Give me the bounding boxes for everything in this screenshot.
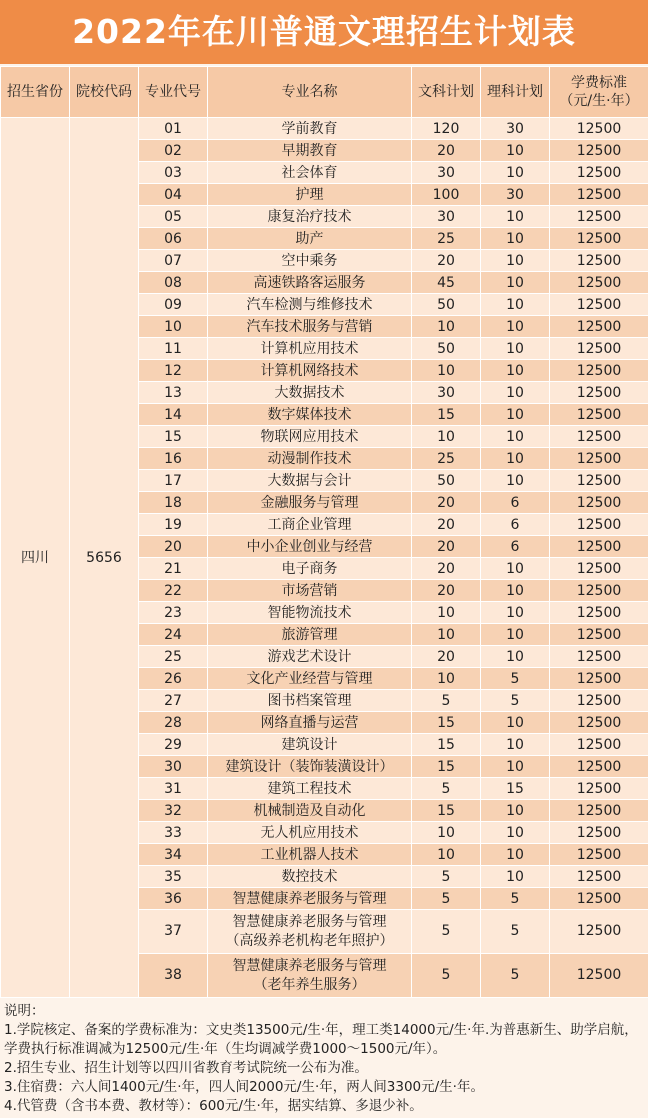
science-plan-cell: 10	[481, 844, 550, 866]
tuition-cell: 12500	[550, 184, 648, 206]
table-body	[1, 118, 648, 998]
tuition-cell: 12500	[550, 338, 648, 360]
arts-plan-cell: 50	[412, 470, 481, 492]
tuition-cell: 12500	[550, 712, 648, 734]
note-item-custody-fee: 4.代管费（含书本费、教材等）：600元/生·年，据实结算、多退少补。	[4, 1098, 423, 1114]
header-major-name: 专业名称	[208, 67, 412, 118]
major-name-cell: 数字媒体技术	[208, 404, 412, 426]
science-plan-cell: 10	[481, 646, 550, 668]
science-plan-cell: 10	[481, 470, 550, 492]
arts-plan-cell: 25	[412, 448, 481, 470]
tuition-cell: 12500	[550, 206, 648, 228]
science-plan-cell: 6	[481, 492, 550, 514]
arts-plan-cell: 5	[412, 910, 481, 954]
major-code-cell: 32	[139, 800, 208, 822]
science-plan-cell: 10	[481, 866, 550, 888]
header-major-code: 专业代号	[139, 67, 208, 118]
major-code-cell: 34	[139, 844, 208, 866]
notes-heading: 说明：	[4, 1003, 45, 1019]
major-name-cell: 学前教育	[208, 118, 412, 140]
tuition-cell: 12500	[550, 514, 648, 536]
science-plan-cell: 10	[481, 206, 550, 228]
major-code-cell: 07	[139, 250, 208, 272]
tuition-cell: 12500	[550, 844, 648, 866]
major-name-cell: 中小企业创业与经营	[208, 536, 412, 558]
science-plan-cell: 10	[481, 448, 550, 470]
enrollment-plan-table	[0, 66, 648, 998]
arts-plan-cell: 5	[412, 888, 481, 910]
tuition-cell: 12500	[550, 470, 648, 492]
header-tuition	[550, 67, 648, 118]
arts-plan-cell: 45	[412, 272, 481, 294]
science-plan-cell: 5	[481, 888, 550, 910]
major-name-cell: 文化产业经营与管理	[208, 668, 412, 690]
major-name-cell: 物联网应用技术	[208, 426, 412, 448]
header-row	[1, 67, 648, 118]
major-name-line2: （老年养生服务）	[253, 976, 366, 993]
science-plan-cell: 10	[481, 602, 550, 624]
major-code-cell: 22	[139, 580, 208, 602]
major-code-cell: 30	[139, 756, 208, 778]
major-name-line1: 智慧健康养老服务与管理	[232, 957, 387, 974]
major-code-cell: 33	[139, 822, 208, 844]
major-code-cell: 14	[139, 404, 208, 426]
arts-plan-cell: 20	[412, 250, 481, 272]
science-plan-cell: 10	[481, 228, 550, 250]
tuition-cell: 12500	[550, 316, 648, 338]
major-name-cell: 助产	[208, 228, 412, 250]
major-code-cell: 08	[139, 272, 208, 294]
major-code-cell: 19	[139, 514, 208, 536]
science-plan-cell: 10	[481, 756, 550, 778]
science-plan-cell: 30	[481, 184, 550, 206]
major-name-cell: 工商企业管理	[208, 514, 412, 536]
tuition-cell: 12500	[550, 690, 648, 712]
major-code-cell: 26	[139, 668, 208, 690]
major-code-cell: 28	[139, 712, 208, 734]
major-name-cell: 社会体育	[208, 162, 412, 184]
major-code-cell: 20	[139, 536, 208, 558]
major-code-cell: 27	[139, 690, 208, 712]
science-plan-cell: 5	[481, 690, 550, 712]
major-name-cell	[208, 954, 412, 998]
arts-plan-cell: 15	[412, 734, 481, 756]
tuition-cell: 12500	[550, 866, 648, 888]
header-tuition-line1: 学费标准	[571, 75, 627, 91]
arts-plan-cell: 50	[412, 294, 481, 316]
major-code-cell: 05	[139, 206, 208, 228]
major-code-cell: 29	[139, 734, 208, 756]
science-plan-cell: 10	[481, 294, 550, 316]
arts-plan-cell: 30	[412, 206, 481, 228]
tuition-cell: 12500	[550, 382, 648, 404]
science-plan-cell: 10	[481, 800, 550, 822]
major-name-cell: 早期教育	[208, 140, 412, 162]
tuition-cell: 12500	[550, 954, 648, 998]
arts-plan-cell: 15	[412, 756, 481, 778]
tuition-cell: 12500	[550, 250, 648, 272]
science-plan-cell: 10	[481, 712, 550, 734]
tuition-cell: 12500	[550, 118, 648, 140]
tuition-cell: 12500	[550, 360, 648, 382]
arts-plan-cell: 5	[412, 690, 481, 712]
arts-plan-cell: 20	[412, 536, 481, 558]
tuition-cell: 12500	[550, 492, 648, 514]
note-item-tuition: 1.学院核定、备案的学费标准为：文史类13500元/生·年，理工类14000元/生·年.为普惠新生、助学启航，学费执行标准调减为12500元/生·年（生均调减学费1000～1500元/年）。	[4, 1022, 638, 1057]
arts-plan-cell: 10	[412, 668, 481, 690]
arts-plan-cell: 20	[412, 646, 481, 668]
major-code-cell: 03	[139, 162, 208, 184]
major-name-cell: 大数据技术	[208, 382, 412, 404]
arts-plan-cell: 30	[412, 382, 481, 404]
tuition-cell: 12500	[550, 624, 648, 646]
major-code-cell: 37	[139, 910, 208, 954]
science-plan-cell: 30	[481, 118, 550, 140]
science-plan-cell: 10	[481, 734, 550, 756]
arts-plan-cell: 10	[412, 624, 481, 646]
science-plan-cell: 10	[481, 822, 550, 844]
tuition-cell: 12500	[550, 448, 648, 470]
major-name-cell: 大数据与会计	[208, 470, 412, 492]
major-name-cell: 智慧健康养老服务与管理	[208, 888, 412, 910]
major-code-cell: 10	[139, 316, 208, 338]
science-plan-cell: 10	[481, 426, 550, 448]
tuition-cell: 12500	[550, 426, 648, 448]
tuition-cell: 12500	[550, 668, 648, 690]
arts-plan-cell: 20	[412, 492, 481, 514]
major-code-cell: 35	[139, 866, 208, 888]
science-plan-cell: 10	[481, 338, 550, 360]
major-code-cell: 31	[139, 778, 208, 800]
tuition-cell: 12500	[550, 646, 648, 668]
science-plan-cell: 5	[481, 910, 550, 954]
arts-plan-cell: 5	[412, 954, 481, 998]
arts-plan-cell: 20	[412, 140, 481, 162]
arts-plan-cell: 10	[412, 822, 481, 844]
major-code-cell: 17	[139, 470, 208, 492]
science-plan-cell: 10	[481, 558, 550, 580]
major-code-cell: 13	[139, 382, 208, 404]
science-plan-cell: 10	[481, 580, 550, 602]
arts-plan-cell: 120	[412, 118, 481, 140]
tuition-cell: 12500	[550, 536, 648, 558]
school-code-cell: 5656	[70, 118, 139, 998]
tuition-cell: 12500	[550, 404, 648, 426]
arts-plan-cell: 50	[412, 338, 481, 360]
arts-plan-cell: 20	[412, 514, 481, 536]
major-code-cell: 21	[139, 558, 208, 580]
major-code-cell: 11	[139, 338, 208, 360]
note-item-dormitory: 3.住宿费：六人间1400元/生·年，四人间2000元/生·年，两人间3300元/生·年。	[4, 1079, 484, 1095]
major-code-cell: 23	[139, 602, 208, 624]
science-plan-cell: 6	[481, 536, 550, 558]
major-name-cell: 工业机器人技术	[208, 844, 412, 866]
tuition-cell: 12500	[550, 162, 648, 184]
arts-plan-cell: 15	[412, 800, 481, 822]
arts-plan-cell: 15	[412, 712, 481, 734]
header-arts-plan: 文科计划	[412, 67, 481, 118]
arts-plan-cell: 20	[412, 558, 481, 580]
major-name-cell: 建筑设计（装饰装潢设计）	[208, 756, 412, 778]
major-name-cell: 智能物流技术	[208, 602, 412, 624]
major-name-cell: 康复治疗技术	[208, 206, 412, 228]
science-plan-cell: 5	[481, 954, 550, 998]
arts-plan-cell: 5	[412, 778, 481, 800]
major-code-cell: 25	[139, 646, 208, 668]
arts-plan-cell: 10	[412, 360, 481, 382]
major-name-cell: 建筑设计	[208, 734, 412, 756]
tuition-cell: 12500	[550, 910, 648, 954]
science-plan-cell: 10	[481, 624, 550, 646]
tuition-cell: 12500	[550, 294, 648, 316]
major-name-cell: 无人机应用技术	[208, 822, 412, 844]
tuition-cell: 12500	[550, 756, 648, 778]
major-name-cell: 图书档案管理	[208, 690, 412, 712]
major-code-cell: 16	[139, 448, 208, 470]
science-plan-cell: 10	[481, 162, 550, 184]
major-name-cell: 计算机网络技术	[208, 360, 412, 382]
major-name-cell: 金融服务与管理	[208, 492, 412, 514]
tuition-cell: 12500	[550, 602, 648, 624]
arts-plan-cell: 10	[412, 426, 481, 448]
major-name-cell: 机械制造及自动化	[208, 800, 412, 822]
notes-section	[4, 1002, 644, 1116]
arts-plan-cell: 25	[412, 228, 481, 250]
major-code-cell: 06	[139, 228, 208, 250]
tuition-cell: 12500	[550, 800, 648, 822]
tuition-cell: 12500	[550, 140, 648, 162]
science-plan-cell: 10	[481, 250, 550, 272]
tuition-cell: 12500	[550, 272, 648, 294]
tuition-cell: 12500	[550, 580, 648, 602]
arts-plan-cell: 10	[412, 844, 481, 866]
major-name-cell: 高速铁路客运服务	[208, 272, 412, 294]
major-name-cell: 护理	[208, 184, 412, 206]
arts-plan-cell: 30	[412, 162, 481, 184]
major-code-cell: 12	[139, 360, 208, 382]
header-science-plan: 理科计划	[481, 67, 550, 118]
major-code-cell: 09	[139, 294, 208, 316]
science-plan-cell: 10	[481, 360, 550, 382]
major-code-cell: 24	[139, 624, 208, 646]
tuition-cell: 12500	[550, 778, 648, 800]
major-name-cell: 游戏艺术设计	[208, 646, 412, 668]
tuition-cell: 12500	[550, 228, 648, 250]
major-name-cell: 旅游管理	[208, 624, 412, 646]
major-name-cell: 建筑工程技术	[208, 778, 412, 800]
header-tuition-line2: （元/生·年）	[559, 93, 639, 109]
header-province: 招生省份	[1, 67, 70, 118]
major-name-cell: 汽车检测与维修技术	[208, 294, 412, 316]
tuition-cell: 12500	[550, 558, 648, 580]
major-name-cell: 电子商务	[208, 558, 412, 580]
science-plan-cell: 6	[481, 514, 550, 536]
major-name-cell: 计算机应用技术	[208, 338, 412, 360]
major-code-cell: 15	[139, 426, 208, 448]
major-code-cell: 38	[139, 954, 208, 998]
major-name-cell: 动漫制作技术	[208, 448, 412, 470]
science-plan-cell: 10	[481, 316, 550, 338]
major-name-cell	[208, 910, 412, 954]
major-code-cell: 18	[139, 492, 208, 514]
major-name-cell: 汽车技术服务与营销	[208, 316, 412, 338]
major-name-cell: 数控技术	[208, 866, 412, 888]
arts-plan-cell: 10	[412, 602, 481, 624]
major-code-cell: 36	[139, 888, 208, 910]
science-plan-cell: 10	[481, 382, 550, 404]
science-plan-cell: 5	[481, 668, 550, 690]
major-name-cell: 市场营销	[208, 580, 412, 602]
science-plan-cell: 10	[481, 272, 550, 294]
major-name-line2: （高级养老机构老年照护）	[225, 932, 394, 949]
science-plan-cell: 15	[481, 778, 550, 800]
major-code-cell: 04	[139, 184, 208, 206]
page-title: 2022年在川普通文理招生计划表	[0, 0, 648, 64]
arts-plan-cell: 100	[412, 184, 481, 206]
table-row	[1, 118, 648, 140]
arts-plan-cell: 10	[412, 316, 481, 338]
major-name-cell: 空中乘务	[208, 250, 412, 272]
province-cell: 四川	[1, 118, 70, 998]
major-code-cell: 01	[139, 118, 208, 140]
arts-plan-cell: 5	[412, 866, 481, 888]
tuition-cell: 12500	[550, 822, 648, 844]
major-name-line1: 智慧健康养老服务与管理	[232, 913, 387, 930]
arts-plan-cell: 20	[412, 580, 481, 602]
major-code-cell: 02	[139, 140, 208, 162]
science-plan-cell: 10	[481, 140, 550, 162]
tuition-cell: 12500	[550, 734, 648, 756]
major-name-cell: 网络直播与运营	[208, 712, 412, 734]
header-school-code: 院校代码	[70, 67, 139, 118]
science-plan-cell: 10	[481, 404, 550, 426]
note-item-plan: 2.招生专业、招生计划等以四川省教育考试院统一公布为准。	[4, 1060, 368, 1076]
arts-plan-cell: 15	[412, 404, 481, 426]
tuition-cell: 12500	[550, 888, 648, 910]
